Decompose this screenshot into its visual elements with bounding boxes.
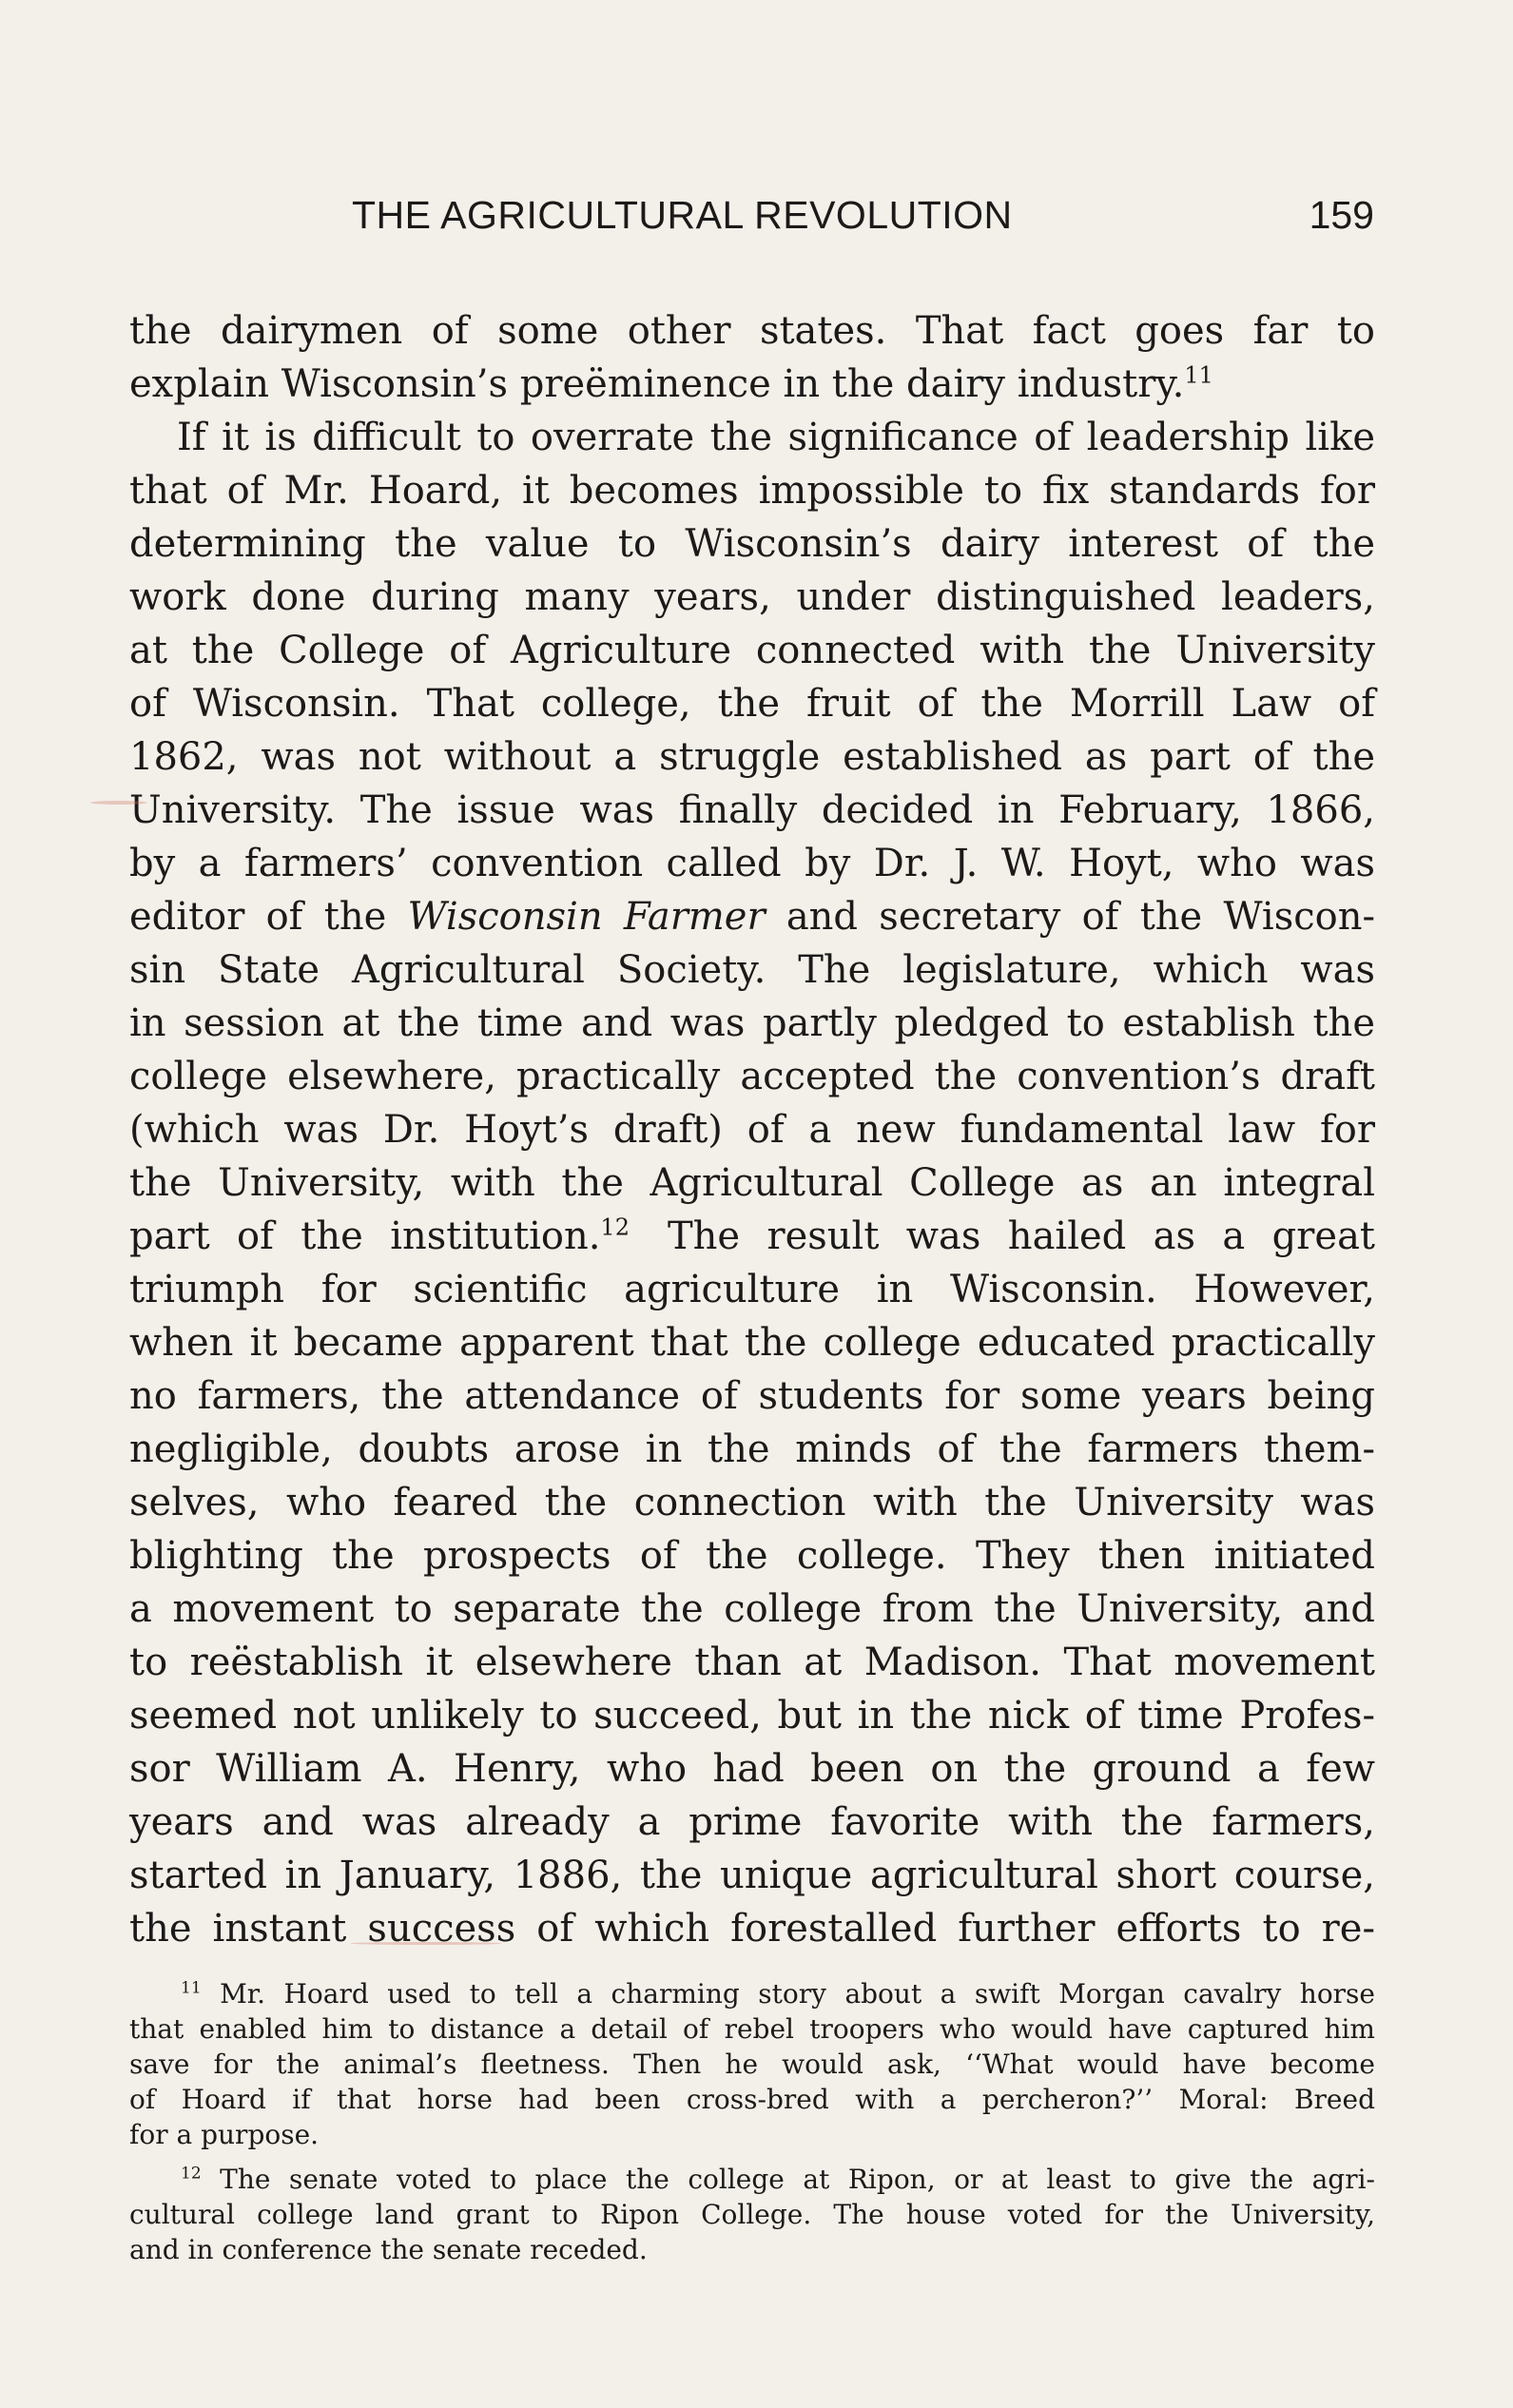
text-line: editor of the Wisconsin Farmer and secretary of the Wiscon- — [129, 895, 1375, 939]
text-line: blighting the prospects of the college. They then initiated — [129, 1534, 1375, 1578]
text-line: seemed not unlikely to succeed, but in the nick of time Profes- — [129, 1694, 1375, 1738]
text-line: University. The issue was finally decided in February, 1866, — [129, 788, 1375, 832]
body-text — [129, 304, 1375, 1955]
italic-title: Wisconsin Farmer — [407, 895, 766, 939]
text-line: to reëstablish it elsewhere than at Madison. That movement — [129, 1641, 1375, 1684]
text-line: that of Mr. Hoard, it becomes impossible to fix standards for — [129, 469, 1375, 513]
text-line: 1862, was not without a struggle established as part of the — [129, 735, 1375, 779]
footnote-line: for a purpose. — [129, 2119, 320, 2150]
footnotes — [129, 1976, 1375, 2267]
paper-blemish — [350, 1942, 502, 1945]
text-line: work done during many years, under distinguished leaders, — [129, 575, 1375, 619]
footnote-line: $^{12}$ The senate voted to place the college at Ripon, or at least to give the agri- — [181, 2164, 1375, 2195]
text-line: college elsewhere, practically accepted the convention’s draft — [129, 1055, 1375, 1098]
text-line: sin State Agricultural Society. The legislature, which was — [129, 948, 1375, 992]
text-line: in session at the time and was partly pledged to establish the — [129, 1001, 1375, 1045]
footnote-ref-11: 11 — [1184, 361, 1213, 389]
text-line: the University, with the Agricultural College as an integral — [129, 1161, 1375, 1205]
footnote-mark: 11 — [181, 1978, 202, 1998]
text-line: when it became apparent that the college educated practically — [129, 1321, 1375, 1365]
footnote-line: of Hoard if that horse had been cross-bred with a percheron?’’ Moral: Breed — [129, 2084, 1375, 2115]
text-line: started in January, 1886, the unique agricultural short course, — [129, 1854, 1375, 1897]
footnote-12 — [129, 2162, 1375, 2267]
footnote-mark: 12 — [181, 2164, 202, 2184]
running-title: THE AGRICULTURAL REVOLUTION — [352, 193, 1013, 237]
text-line: at the College of Agriculture connected with the University — [129, 629, 1375, 672]
paper-blemish — [90, 801, 147, 805]
text-line: by a farmers’ convention called by Dr. J. W. Hoyt, who was — [129, 842, 1375, 885]
footnote-line: and in conference the senate receded. — [129, 2234, 648, 2265]
text-line: no farmers, the attendance of students for some years being — [129, 1374, 1375, 1418]
text-line: a movement to separate the college from the University, and — [129, 1587, 1375, 1631]
text-line: determining the value to Wisconsin’s dairy interest of the — [129, 522, 1375, 566]
text-line: the dairymen of some other states. That fact goes far to — [129, 309, 1375, 353]
text-line: part of the institution.$^{12}$ The result was hailed as a great — [129, 1214, 1375, 1258]
text-line: negligible, doubts arose in the minds of the farmers them- — [129, 1427, 1375, 1471]
footnote-line: that enabled him to distance a detail of rebel troopers who would have captured him — [129, 2013, 1375, 2045]
text-line: If it is difficult to overrate the significance of leadership like — [177, 416, 1375, 459]
footnote-line: cultural college land grant to Ripon College. The house voted for the University, — [129, 2199, 1375, 2230]
text-line: triumph for scientific agriculture in Wisconsin. However, — [129, 1268, 1375, 1311]
text-line: selves, who feared the connection with the University was — [129, 1481, 1375, 1524]
footnote-ref-12: 12 — [600, 1214, 630, 1241]
footnote-line: save for the animal’s fleetness. Then he would ask, ‘‘What would have become — [129, 2049, 1375, 2080]
text-line: explain Wisconsin’s preëminence in the dairy industry.$^{11}$ — [129, 361, 1213, 406]
page-header — [352, 190, 1374, 247]
footnote-11 — [129, 1976, 1375, 2152]
text-line: (which was Dr. Hoyt’s draft) of a new fundamental law for — [129, 1108, 1375, 1152]
text-line: sor William A. Henry, who had been on the ground a few — [129, 1747, 1375, 1791]
text-line: the instant success of which forestalled further efforts to re- — [129, 1907, 1375, 1951]
text-line: of Wisconsin. That college, the fruit of the Morrill Law of — [129, 682, 1375, 726]
footnote-line: $^{11}$ Mr. Hoard used to tell a charming story about a swift Morgan cavalry horse — [181, 1978, 1375, 2010]
page-number: 159 — [1309, 193, 1374, 237]
text-line: years and was already a prime favorite with the farmers, — [129, 1800, 1375, 1844]
